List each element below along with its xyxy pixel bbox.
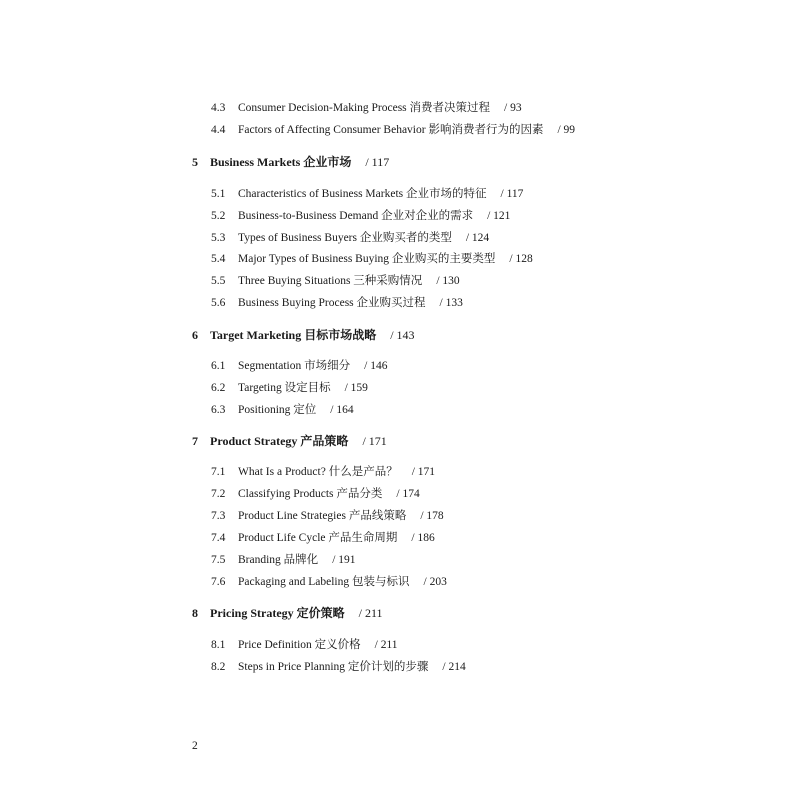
toc-section-entry: [211, 252, 533, 266]
toc-entry-page: / 164: [330, 404, 354, 416]
toc-entry-page: / 171: [362, 434, 387, 448]
toc-entry-number: 6.1: [211, 360, 226, 372]
toc-entry-title: Major Types of Business Buying 企业购买的主要类型: [238, 253, 496, 265]
toc-entry-title: Packaging and Labeling 包装与标识: [238, 576, 410, 588]
toc-entry-title: Characteristics of Business Markets 企业市场的特征: [238, 188, 487, 200]
toc-entry-page: / 124: [465, 232, 490, 244]
toc-entry-number: 7.3: [211, 510, 226, 522]
toc-entry-number: 5.5: [211, 275, 226, 287]
toc-entry-page: / 117: [500, 188, 524, 200]
toc-section-entry: [211, 274, 460, 288]
toc-entry-title: Pricing Strategy 定价策略: [210, 606, 345, 620]
toc-entry-number: 5.3: [211, 232, 226, 244]
toc-entry-page: / 174: [396, 488, 420, 500]
toc-entry-title: Three Buying Situations 三种采购情况: [238, 275, 423, 287]
toc-section-entry: [211, 296, 463, 310]
toc-entry-title: Business Buying Process 企业购买过程: [238, 297, 426, 309]
toc-section-entry: [211, 638, 398, 652]
toc-entry-page: / 130: [436, 275, 460, 287]
toc-entry-number: 8.1: [211, 639, 226, 651]
toc-entry-title: Product Life Cycle 产品生命周期: [238, 532, 398, 544]
toc-entry-number: 5.2: [211, 210, 226, 222]
toc-entry-title: Positioning 定位: [238, 404, 317, 416]
toc-section-entry: [211, 575, 447, 589]
toc-entry-number: 7.2: [211, 488, 226, 500]
toc-chapter-entry: [192, 434, 387, 448]
toc-entry-title: Types of Business Buyers 企业购买者的类型: [238, 232, 452, 244]
toc-entry-number: 6.2: [211, 382, 226, 394]
toc-entry-page: / 133: [439, 297, 463, 309]
toc-chapter-entry: [192, 155, 389, 169]
toc-entry-title: Product Line Strategies 产品线策略: [238, 510, 407, 522]
toc-entry-title: Consumer Decision-Making Process 消费者决策过程: [238, 102, 491, 114]
toc-entry-title: Price Definition 定义价格: [238, 639, 361, 651]
toc-section-entry: [211, 465, 435, 479]
toc-section-entry: [211, 123, 575, 137]
toc-entry-page: / 121: [487, 210, 511, 222]
toc-entry-title: Factors of Affecting Consumer Behavior 影响消费者行为的因素: [238, 124, 544, 136]
toc-section-entry: [211, 553, 356, 567]
toc-entry-title: Product Strategy 产品策略: [210, 434, 349, 448]
toc-entry-page: / 146: [364, 360, 388, 372]
toc-chapter-entry: [192, 328, 415, 342]
toc-entry-number: 8: [192, 606, 198, 620]
toc-entry-title: Business Markets 企业市场: [210, 155, 352, 169]
toc-entry-page: / 203: [423, 576, 447, 588]
toc-entry-page: / 211: [358, 606, 383, 620]
toc-entry-number: 6: [192, 328, 198, 342]
toc-entry-page: / 186: [411, 532, 435, 544]
toc-entry-number: 6.3: [211, 404, 226, 416]
toc-entry-title: Target Marketing 目标市场战略: [210, 328, 377, 342]
toc-entry-page: / 128: [509, 253, 533, 265]
toc-entry-title: Classifying Products 产品分类: [238, 488, 383, 500]
toc-entry-title: What Is a Product? 什么是产品？: [238, 466, 398, 478]
toc-section-entry: [211, 403, 354, 417]
toc-entry-page: / 143: [390, 328, 415, 342]
toc-entry-number: 7.6: [211, 576, 226, 588]
toc-entry-title: Targeting 设定目标: [238, 382, 331, 394]
toc-entry-page: / 171: [411, 466, 436, 478]
toc-section-entry: [211, 101, 522, 115]
toc-entry-title: Business-to-Business Demand 企业对企业的需求: [238, 210, 474, 222]
toc-entry-page: / 159: [344, 382, 368, 394]
toc-entry-page: / 178: [420, 510, 444, 522]
toc-section-entry: [211, 231, 489, 245]
toc-entry-number: 5: [192, 155, 198, 169]
page-number: 2: [192, 740, 198, 752]
toc-entry-title: Branding 品牌化: [238, 554, 319, 566]
toc-section-entry: [211, 209, 510, 223]
toc-entry-number: 7.1: [211, 466, 226, 478]
toc-entry-number: 5.4: [211, 253, 226, 265]
toc-entry-page: / 191: [332, 554, 356, 566]
toc-chapter-entry: [192, 606, 383, 620]
toc-section-entry: [211, 487, 420, 501]
toc-entry-title: Segmentation 市场细分: [238, 360, 351, 372]
toc-section-entry: [211, 660, 466, 674]
toc-section-entry: [211, 509, 444, 523]
toc-entry-title: Steps in Price Planning 定价计划的步骤: [238, 661, 429, 673]
toc-section-entry: [211, 531, 435, 545]
toc-entry-page: / 117: [365, 155, 390, 169]
toc-entry-number: 7: [192, 434, 198, 448]
toc-entry-number: 7.4: [211, 532, 226, 544]
toc-entry-page: / 211: [374, 639, 398, 651]
toc-section-entry: [211, 187, 523, 201]
toc-entry-number: 7.5: [211, 554, 226, 566]
toc-entry-number: 4.4: [211, 124, 226, 136]
toc-section-entry: [211, 381, 368, 395]
toc-entry-number: 5.6: [211, 297, 226, 309]
toc-entry-page: / 99: [557, 124, 576, 136]
toc-section-entry: [211, 359, 387, 373]
toc-entry-number: 8.2: [211, 661, 226, 673]
toc-entry-number: 5.1: [211, 188, 226, 200]
toc-entry-number: 4.3: [211, 102, 226, 114]
toc-entry-page: / 214: [442, 661, 466, 673]
toc-entry-page: / 93: [504, 102, 522, 114]
